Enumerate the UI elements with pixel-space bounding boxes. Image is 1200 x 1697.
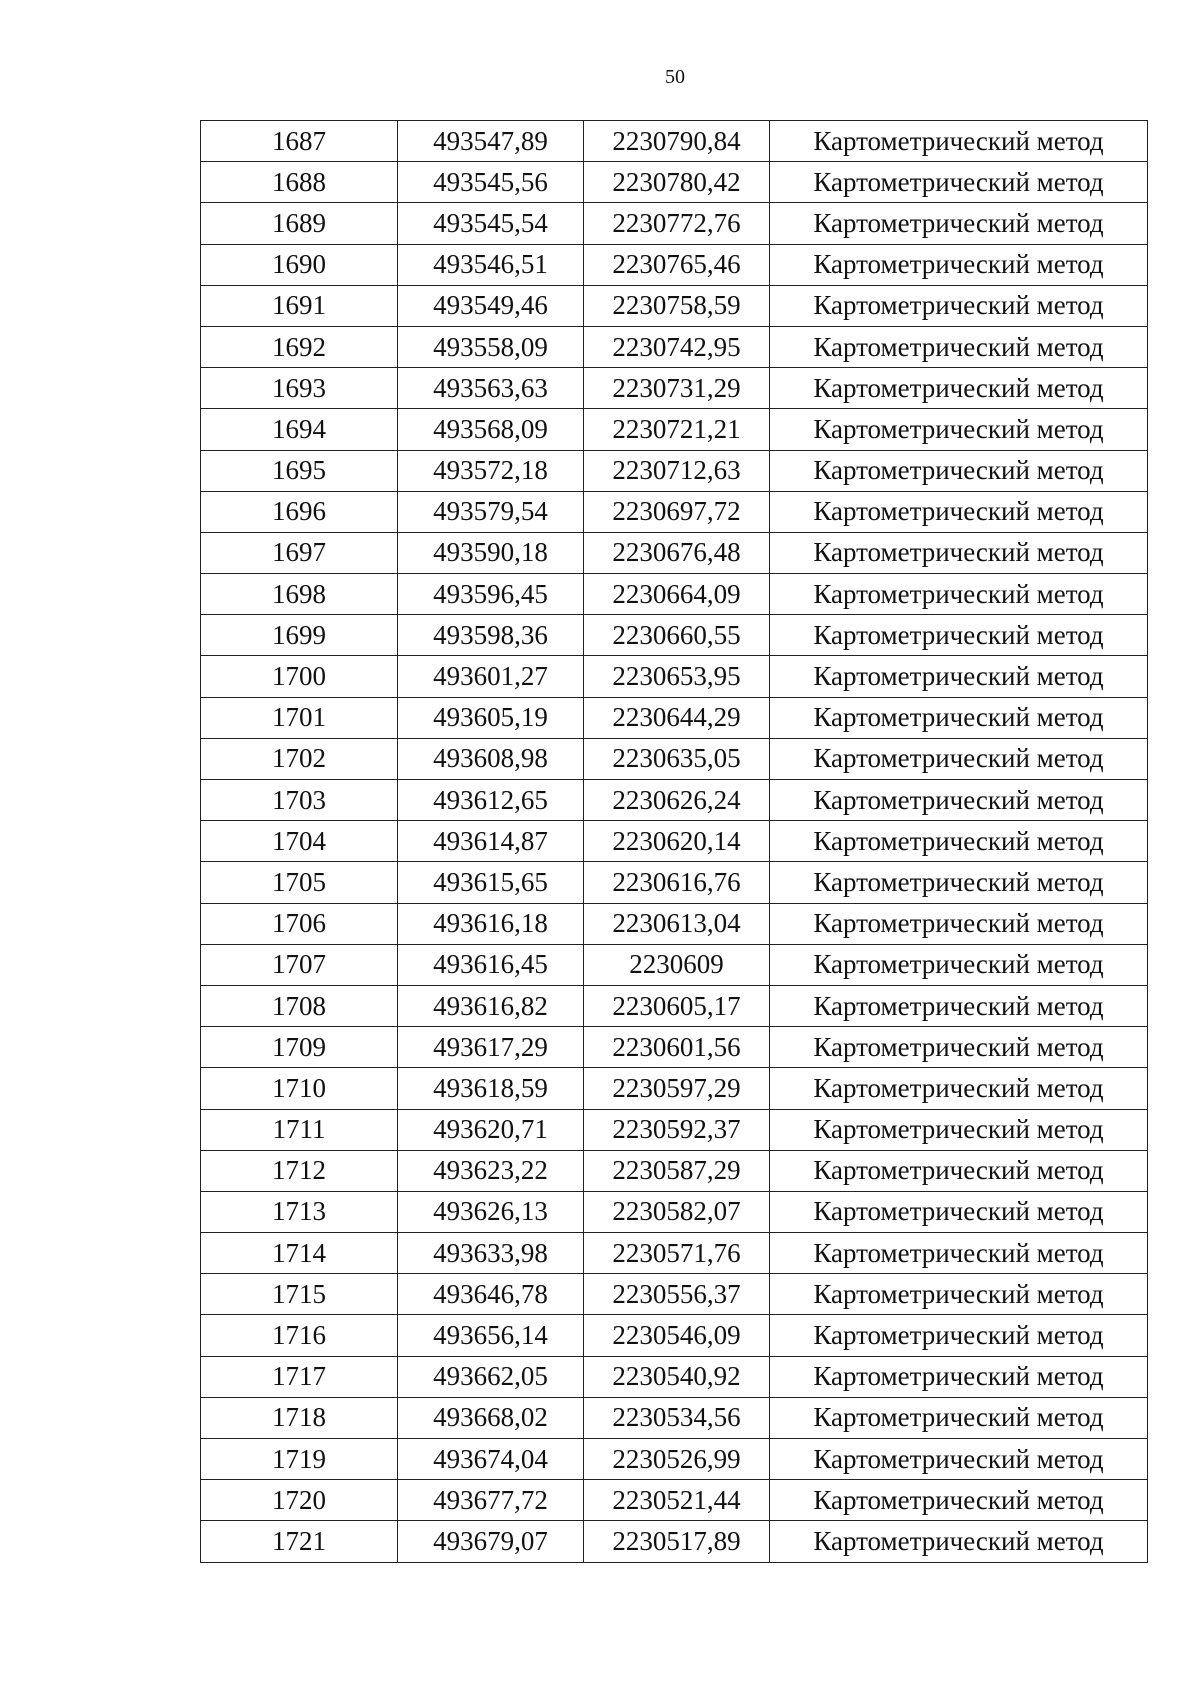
- x-coordinate-cell: 493558,09: [398, 326, 584, 367]
- x-coordinate-cell: 493590,18: [398, 532, 584, 573]
- y-coordinate-cell: 2230620,14: [584, 821, 770, 862]
- table-row: [201, 1027, 1148, 1068]
- table-row: [201, 615, 1148, 656]
- point-number-cell: 1692: [201, 326, 398, 367]
- point-number-cell: 1714: [201, 1233, 398, 1274]
- point-number-cell: 1687: [201, 121, 398, 162]
- table-row: [201, 944, 1148, 985]
- x-coordinate-cell: 493563,63: [398, 368, 584, 409]
- method-cell: Картометрический метод: [770, 615, 1148, 656]
- y-coordinate-cell: 2230644,29: [584, 697, 770, 738]
- y-coordinate-cell: 2230616,76: [584, 862, 770, 903]
- point-number-cell: 1691: [201, 285, 398, 326]
- point-number-cell: 1688: [201, 162, 398, 203]
- y-coordinate-cell: 2230556,37: [584, 1274, 770, 1315]
- x-coordinate-cell: 493601,27: [398, 656, 584, 697]
- x-coordinate-cell: 493616,45: [398, 944, 584, 985]
- y-coordinate-cell: 2230521,44: [584, 1480, 770, 1521]
- method-cell: Картометрический метод: [770, 450, 1148, 491]
- y-coordinate-cell: 2230582,07: [584, 1191, 770, 1232]
- x-coordinate-cell: 493549,46: [398, 285, 584, 326]
- point-number-cell: 1699: [201, 615, 398, 656]
- y-coordinate-cell: 2230721,21: [584, 409, 770, 450]
- y-coordinate-cell: 2230571,76: [584, 1233, 770, 1274]
- page-number: 50: [665, 66, 685, 88]
- method-cell: Картометрический метод: [770, 862, 1148, 903]
- x-coordinate-cell: 493677,72: [398, 1480, 584, 1521]
- y-coordinate-cell: 2230780,42: [584, 162, 770, 203]
- point-number-cell: 1713: [201, 1191, 398, 1232]
- method-cell: Картометрический метод: [770, 738, 1148, 779]
- point-number-cell: 1697: [201, 532, 398, 573]
- method-cell: Картометрический метод: [770, 491, 1148, 532]
- point-number-cell: 1721: [201, 1521, 398, 1562]
- x-coordinate-cell: 493598,36: [398, 615, 584, 656]
- point-number-cell: 1694: [201, 409, 398, 450]
- point-number-cell: 1717: [201, 1356, 398, 1397]
- table-row: [201, 409, 1148, 450]
- coordinates-table: [200, 120, 1148, 1563]
- y-coordinate-cell: 2230676,48: [584, 532, 770, 573]
- method-cell: Картометрический метод: [770, 368, 1148, 409]
- x-coordinate-cell: 493545,56: [398, 162, 584, 203]
- method-cell: Картометрический метод: [770, 574, 1148, 615]
- x-coordinate-cell: 493608,98: [398, 738, 584, 779]
- y-coordinate-cell: 2230613,04: [584, 903, 770, 944]
- coordinates-table-body: [201, 121, 1148, 1563]
- y-coordinate-cell: 2230758,59: [584, 285, 770, 326]
- table-row: [201, 862, 1148, 903]
- table-row: [201, 574, 1148, 615]
- x-coordinate-cell: 493614,87: [398, 821, 584, 862]
- table-row: [201, 780, 1148, 821]
- table-row: [201, 1233, 1148, 1274]
- method-cell: Картометрический метод: [770, 244, 1148, 285]
- table-row: [201, 244, 1148, 285]
- table-row: [201, 368, 1148, 409]
- x-coordinate-cell: 493616,18: [398, 903, 584, 944]
- method-cell: Картометрический метод: [770, 985, 1148, 1026]
- x-coordinate-cell: 493615,65: [398, 862, 584, 903]
- y-coordinate-cell: 2230626,24: [584, 780, 770, 821]
- x-coordinate-cell: 493679,07: [398, 1521, 584, 1562]
- y-coordinate-cell: 2230790,84: [584, 121, 770, 162]
- x-coordinate-cell: 493546,51: [398, 244, 584, 285]
- x-coordinate-cell: 493568,09: [398, 409, 584, 450]
- y-coordinate-cell: 2230742,95: [584, 326, 770, 367]
- x-coordinate-cell: 493617,29: [398, 1027, 584, 1068]
- x-coordinate-cell: 493668,02: [398, 1397, 584, 1438]
- y-coordinate-cell: 2230660,55: [584, 615, 770, 656]
- point-number-cell: 1703: [201, 780, 398, 821]
- method-cell: Картометрический метод: [770, 1521, 1148, 1562]
- table-row: [201, 1356, 1148, 1397]
- y-coordinate-cell: 2230731,29: [584, 368, 770, 409]
- table-row: [201, 203, 1148, 244]
- table-row: [201, 1480, 1148, 1521]
- method-cell: Картометрический метод: [770, 532, 1148, 573]
- y-coordinate-cell: 2230712,63: [584, 450, 770, 491]
- point-number-cell: 1695: [201, 450, 398, 491]
- method-cell: Картометрический метод: [770, 1356, 1148, 1397]
- table-row: [201, 1397, 1148, 1438]
- y-coordinate-cell: 2230540,92: [584, 1356, 770, 1397]
- x-coordinate-cell: 493612,65: [398, 780, 584, 821]
- method-cell: Картометрический метод: [770, 1233, 1148, 1274]
- method-cell: Картометрический метод: [770, 821, 1148, 862]
- x-coordinate-cell: 493626,13: [398, 1191, 584, 1232]
- y-coordinate-cell: 2230546,09: [584, 1315, 770, 1356]
- table-row: [201, 1521, 1148, 1562]
- table-row: [201, 121, 1148, 162]
- table-row: [201, 532, 1148, 573]
- point-number-cell: 1718: [201, 1397, 398, 1438]
- y-coordinate-cell: 2230587,29: [584, 1150, 770, 1191]
- point-number-cell: 1700: [201, 656, 398, 697]
- table-row: [201, 738, 1148, 779]
- method-cell: Картометрический метод: [770, 1027, 1148, 1068]
- y-coordinate-cell: 2230664,09: [584, 574, 770, 615]
- x-coordinate-cell: 493633,98: [398, 1233, 584, 1274]
- point-number-cell: 1698: [201, 574, 398, 615]
- table-row: [201, 697, 1148, 738]
- method-cell: Картометрический метод: [770, 1274, 1148, 1315]
- x-coordinate-cell: 493547,89: [398, 121, 584, 162]
- x-coordinate-cell: 493620,71: [398, 1109, 584, 1150]
- x-coordinate-cell: 493545,54: [398, 203, 584, 244]
- table-row: [201, 1109, 1148, 1150]
- table-row: [201, 1439, 1148, 1480]
- point-number-cell: 1704: [201, 821, 398, 862]
- y-coordinate-cell: 2230772,76: [584, 203, 770, 244]
- method-cell: Картометрический метод: [770, 1480, 1148, 1521]
- method-cell: Картометрический метод: [770, 162, 1148, 203]
- point-number-cell: 1711: [201, 1109, 398, 1150]
- x-coordinate-cell: 493674,04: [398, 1439, 584, 1480]
- method-cell: Картометрический метод: [770, 1191, 1148, 1232]
- point-number-cell: 1701: [201, 697, 398, 738]
- table-row: [201, 1274, 1148, 1315]
- point-number-cell: 1712: [201, 1150, 398, 1191]
- point-number-cell: 1707: [201, 944, 398, 985]
- method-cell: Картометрический метод: [770, 656, 1148, 697]
- x-coordinate-cell: 493623,22: [398, 1150, 584, 1191]
- x-coordinate-cell: 493579,54: [398, 491, 584, 532]
- y-coordinate-cell: 2230526,99: [584, 1439, 770, 1480]
- x-coordinate-cell: 493646,78: [398, 1274, 584, 1315]
- method-cell: Картометрический метод: [770, 1439, 1148, 1480]
- point-number-cell: 1706: [201, 903, 398, 944]
- y-coordinate-cell: 2230517,89: [584, 1521, 770, 1562]
- table-row: [201, 903, 1148, 944]
- x-coordinate-cell: 493605,19: [398, 697, 584, 738]
- method-cell: Картометрический метод: [770, 121, 1148, 162]
- table-row: [201, 1150, 1148, 1191]
- point-number-cell: 1719: [201, 1439, 398, 1480]
- y-coordinate-cell: 2230609: [584, 944, 770, 985]
- point-number-cell: 1689: [201, 203, 398, 244]
- x-coordinate-cell: 493572,18: [398, 450, 584, 491]
- table-row: [201, 1068, 1148, 1109]
- method-cell: Картометрический метод: [770, 1109, 1148, 1150]
- table-row: [201, 1191, 1148, 1232]
- point-number-cell: 1708: [201, 985, 398, 1026]
- method-cell: Картометрический метод: [770, 326, 1148, 367]
- point-number-cell: 1715: [201, 1274, 398, 1315]
- table-row: [201, 1315, 1148, 1356]
- method-cell: Картометрический метод: [770, 203, 1148, 244]
- y-coordinate-cell: 2230653,95: [584, 656, 770, 697]
- method-cell: Картометрический метод: [770, 1150, 1148, 1191]
- x-coordinate-cell: 493616,82: [398, 985, 584, 1026]
- point-number-cell: 1696: [201, 491, 398, 532]
- point-number-cell: 1693: [201, 368, 398, 409]
- method-cell: Картометрический метод: [770, 944, 1148, 985]
- table-row: [201, 985, 1148, 1026]
- table-row: [201, 285, 1148, 326]
- table-row: [201, 162, 1148, 203]
- table-row: [201, 326, 1148, 367]
- y-coordinate-cell: 2230697,72: [584, 491, 770, 532]
- point-number-cell: 1705: [201, 862, 398, 903]
- y-coordinate-cell: 2230635,05: [584, 738, 770, 779]
- x-coordinate-cell: 493596,45: [398, 574, 584, 615]
- point-number-cell: 1702: [201, 738, 398, 779]
- y-coordinate-cell: 2230592,37: [584, 1109, 770, 1150]
- point-number-cell: 1690: [201, 244, 398, 285]
- y-coordinate-cell: 2230597,29: [584, 1068, 770, 1109]
- method-cell: Картометрический метод: [770, 409, 1148, 450]
- point-number-cell: 1716: [201, 1315, 398, 1356]
- method-cell: Картометрический метод: [770, 1397, 1148, 1438]
- method-cell: Картометрический метод: [770, 1068, 1148, 1109]
- y-coordinate-cell: 2230765,46: [584, 244, 770, 285]
- y-coordinate-cell: 2230601,56: [584, 1027, 770, 1068]
- table-row: [201, 821, 1148, 862]
- x-coordinate-cell: 493662,05: [398, 1356, 584, 1397]
- method-cell: Картометрический метод: [770, 697, 1148, 738]
- table-row: [201, 491, 1148, 532]
- point-number-cell: 1709: [201, 1027, 398, 1068]
- method-cell: Картометрический метод: [770, 1315, 1148, 1356]
- x-coordinate-cell: 493656,14: [398, 1315, 584, 1356]
- method-cell: Картометрический метод: [770, 285, 1148, 326]
- method-cell: Картометрический метод: [770, 780, 1148, 821]
- table-row: [201, 450, 1148, 491]
- point-number-cell: 1710: [201, 1068, 398, 1109]
- method-cell: Картометрический метод: [770, 903, 1148, 944]
- y-coordinate-cell: 2230605,17: [584, 985, 770, 1026]
- y-coordinate-cell: 2230534,56: [584, 1397, 770, 1438]
- point-number-cell: 1720: [201, 1480, 398, 1521]
- x-coordinate-cell: 493618,59: [398, 1068, 584, 1109]
- table-row: [201, 656, 1148, 697]
